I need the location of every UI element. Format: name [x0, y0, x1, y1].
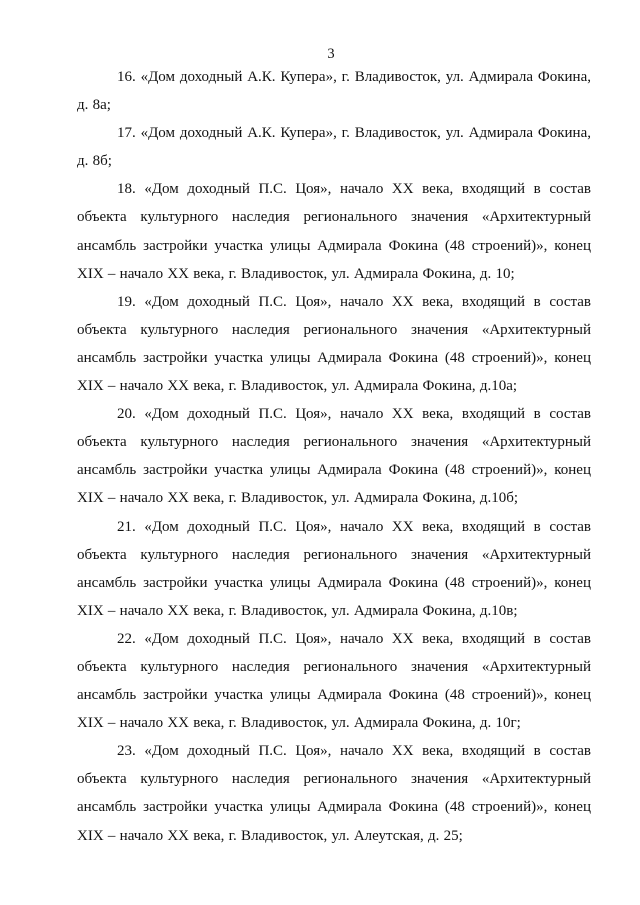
list-item: 23. «Дом доходный П.С. Цоя», начало XX века, входящий в состав объекта культурного наследия регионального значения «Архитектурный ансамбль застройки участка улицы Адмирала Фокина (48 строений)», конец XIX – начало XX века, г. Владивосток, ул. Алеутская, д. 25;	[77, 743, 591, 844]
list-item: 19. «Дом доходный П.С. Цоя», начало XX века, входящий в состав объекта культурного наследия регионального значения «Архитектурный ансамбль застройки участка улицы Адмирала Фокина (48 строений)», конец XIX – начало XX века, г. Владивосток, ул. Адмирала Фокина, д.10а;	[77, 293, 591, 395]
list-item: 18. «Дом доходный П.С. Цоя», начало XX века, входящий в состав объекта культурного наследия регионального значения «Архитектурный ансамбль застройки участка улицы Адмирала Фокина (48 строений)», конец XIX – начало XX века, г. Владивосток, ул. Адмирала Фокина, д. 10;	[77, 181, 591, 282]
page-number: 3	[327, 46, 335, 62]
item-list	[77, 63, 591, 850]
list-item: 20. «Дом доходный П.С. Цоя», начало XX века, входящий в состав объекта культурного наследия регионального значения «Архитектурный ансамбль застройки участка улицы Адмирала Фокина (48 строений)», конец XIX – начало XX века, г. Владивосток, ул. Адмирала Фокина, д.10б;	[77, 406, 591, 507]
list-item: 17. «Дом доходный А.К. Купера», г. Владивосток, ул. Адмирала Фокина, д. 8б;	[77, 125, 591, 170]
list-item: 22. «Дом доходный П.С. Цоя», начало XX века, входящий в состав объекта культурного наследия регионального значения «Архитектурный ансамбль застройки участка улицы Адмирала Фокина (48 строений)», конец XIX – начало XX века, г. Владивосток, ул. Адмирала Фокина, д. 10г;	[77, 630, 591, 732]
list-item: 16. «Дом доходный А.К. Купера», г. Владивосток, ул. Адмирала Фокина, д. 8а;	[77, 69, 591, 114]
list-item: 21. «Дом доходный П.С. Цоя», начало XX века, входящий в состав объекта культурного наследия регионального значения «Архитектурный ансамбль застройки участка улицы Адмирала Фокина (48 строений)», конец XIX – начало XX века, г. Владивосток, ул. Адмирала Фокина, д.10в;	[77, 518, 591, 619]
